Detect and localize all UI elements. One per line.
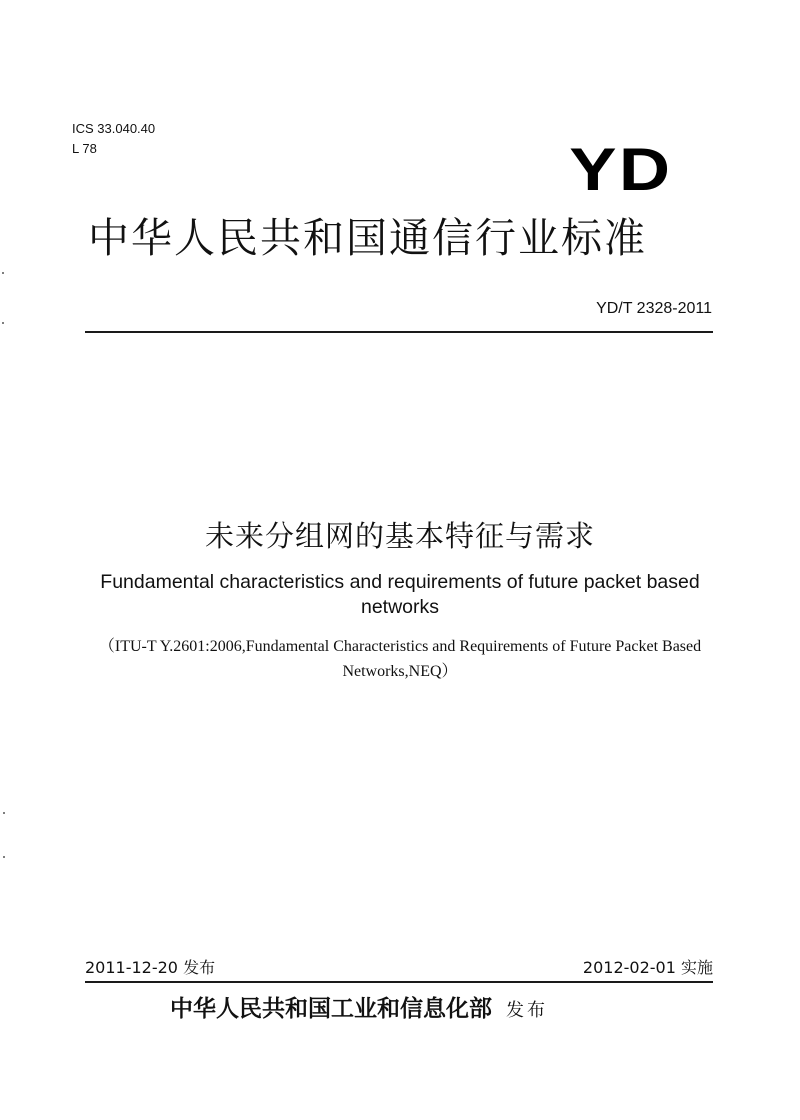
scan-speck bbox=[2, 272, 4, 274]
scan-speck bbox=[3, 856, 5, 858]
scan-speck bbox=[2, 322, 4, 324]
scan-speck bbox=[3, 812, 5, 814]
header-divider bbox=[85, 331, 713, 333]
issuer-action: 发布 bbox=[506, 1000, 548, 1021]
issue-date: 2011-12-20 发布 bbox=[85, 958, 216, 977]
document-title-english: Fundamental characteristics and requirements of future packet based networks bbox=[100, 571, 700, 618]
yd-logo: YD bbox=[568, 136, 672, 203]
issuer-line bbox=[170, 993, 548, 1027]
standard-category-title: 中华人民共和国通信行业标准 bbox=[88, 214, 647, 262]
issuer-name: 中华人民共和国工业和信息化部 bbox=[170, 996, 492, 1022]
ics-code: ICS 33.040.40 bbox=[72, 121, 156, 136]
adoption-note: （ITU-T Y.2601:2006,Fundamental Characteristics and Requirements of Future Packet Based Networks,NEQ） bbox=[98, 638, 702, 680]
footer-divider bbox=[85, 981, 713, 983]
standard-number: YD/T 2328-2011 bbox=[596, 300, 712, 317]
document-title-chinese: 未来分组网的基本特征与需求 bbox=[204, 519, 595, 553]
ccs-code: L 78 bbox=[72, 141, 97, 156]
implementation-date: 2012-02-01 实施 bbox=[582, 958, 713, 977]
